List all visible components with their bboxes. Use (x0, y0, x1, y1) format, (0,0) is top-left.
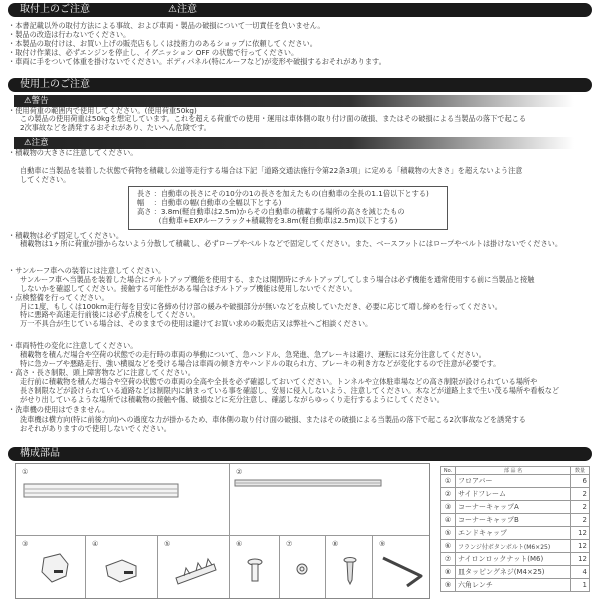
caution-line: サンルーフ車へ当製品を装着した場合にチルトアップ機能を使用する、または開閉時にチルトアップしてしまう場合は必ず機能を通常使用する前に当製品と接触 (20, 275, 535, 284)
parts-header (8, 447, 592, 461)
box-line: 幅 ：自動車の幅(自動車の全幅以下とする) (137, 198, 282, 207)
part-no: ④ (441, 514, 456, 527)
part-qty: 2 (571, 488, 590, 501)
part-cell-lock-nut (280, 536, 326, 598)
part-no: ⑨ (441, 579, 456, 592)
part-qty: 4 (571, 566, 590, 579)
installation-caution-header (8, 3, 592, 17)
warning-line: この製品の使用荷重は50kgを想定しています。これを超える荷重での使用・運用は車体側の取り付け面の破損、またはその破損による当製品の落下で起こる (20, 114, 527, 123)
caution-line: 積載物は1ヶ所に荷重が掛からないよう分散して積載し、必ずロープやベルトなどで固定してください。また、ベースフットにはロープやベルトは掛けないでください。 (20, 239, 563, 248)
caution-line: してください。 (20, 175, 71, 184)
column-header: 数量 (571, 467, 590, 475)
caution-line: ・サンルーフ車への装着には注意してください。 (8, 266, 166, 275)
table-row (441, 579, 590, 592)
part-number: ⑥ (236, 540, 243, 548)
caution-line: 万一不具合が生じている場合は、そのままでの使用は避けてお買い求めの販売店又は弊社へご相談ください。 (20, 319, 373, 328)
table-row (441, 514, 590, 527)
part-qty: 12 (571, 527, 590, 540)
part-cell-floor-bar (16, 464, 230, 536)
part-qty: 12 (571, 540, 590, 553)
part-number: ② (236, 468, 243, 476)
table-row (441, 553, 590, 566)
caution-line: 洗車機は横方向(特に前後方向)への過度な力が掛かるため、車体側の取り付け面の破損、またはその破損による当製品の落下で起こる2次事故などを誘発する (20, 415, 526, 424)
part-number: ⑨ (379, 540, 386, 548)
table-header-row (441, 467, 590, 475)
part-number: ④ (92, 540, 99, 548)
part-no: ⑥ (441, 540, 456, 553)
part-name: 六角レンチ (456, 579, 571, 592)
section-title: 構成部品 (20, 448, 60, 459)
part-cell-tapping-screw (326, 536, 373, 598)
part-cell-button-bolt (230, 536, 280, 598)
column-header: No. (441, 467, 456, 475)
caution-line: ・洗車機の使用はできません。 (8, 405, 110, 414)
caution-line: がせり出しているような場所では積載物の接触や傷、破損などに充分注意し、確認しながらゆっくり走行するようにしてください。 (20, 395, 444, 404)
part-number: ⑤ (164, 540, 171, 548)
caution-line: 月に1度、もしくは100km走行毎を目安に各締め付け部の緩みや破損部分が無いなどを点検していただき、必要に応じて増し締めを行ってください。 (20, 302, 502, 311)
part-name: 皿タッピングネジ(M4×25) (456, 566, 571, 579)
caution-line: ・高さ・長さ制限、頭上障害物などに注意してください。 (8, 368, 195, 377)
warning-line: 2次事故などを誘発するおそれがあり、たいへん危険です。 (20, 123, 211, 132)
caution-line: ・点検整備を行ってください。 (8, 293, 109, 302)
part-name: フロアバー (456, 475, 571, 488)
part-cell-hex-wrench (373, 536, 429, 598)
part-cell-side-frame (230, 464, 429, 536)
usage-caution-header (8, 78, 592, 92)
table-row (441, 488, 590, 501)
floor-bar-illustration (16, 464, 230, 536)
part-name: エンドキャップ (456, 527, 571, 540)
part-qty: 1 (571, 579, 590, 592)
part-name: コーナーキャップA (456, 501, 571, 514)
load-size-box (128, 186, 448, 230)
warning-label: ⚠警告 (24, 96, 49, 106)
part-no: ① (441, 475, 456, 488)
caution-item: ・取付け作業は、必ずエンジンを停止し、イグニッション OFF の状態で行ってください。 (8, 48, 299, 57)
box-line: 高さ ：3.8m(軽自動車は2.5m)からその自動車の積載する場所の高さを減じたもの (137, 207, 405, 216)
part-qty: 2 (571, 514, 590, 527)
caution-line: 特に急カーブや悪路走行、強い横風などを受ける場合は車両の傾き方やハンドルの取られ方、ブレーキの利き方などが変化するので注意が必要です。 (20, 359, 501, 368)
caution-line: おそれがありますので使用しないでください。 (20, 424, 171, 433)
column-header: 部 品 名 (456, 467, 571, 475)
part-qty: 2 (571, 501, 590, 514)
section-title: 使用上のご注意 (20, 79, 90, 90)
table-row (441, 527, 590, 540)
caution-label: ⚠注意 (168, 4, 197, 15)
caution-item: ・本書記載以外の取付方法による事故、および車両・製品の破損について一切責任を負いません。 (8, 21, 325, 30)
table-row (441, 501, 590, 514)
part-no: ⑦ (441, 553, 456, 566)
part-number: ③ (22, 540, 29, 548)
caution-line: 特に悪路や高速走行前後には必ず点検をしてください。 (20, 310, 200, 319)
caution-line: ・積載物は必ず固定してください。 (8, 231, 124, 240)
part-cell-corner-cap-a (16, 536, 86, 598)
caution-line: 積載物を積んだ場合や空荷の状態での走行時の車両の挙動について、急ハンドル、急発進、急ブレーキは避け、運転には充分注意してください。 (20, 350, 486, 359)
part-name: サイドフレーム (456, 488, 571, 501)
caution-line: ・積載物の大きさに注意してください。 (8, 148, 138, 157)
part-name: コーナーキャップB (456, 514, 571, 527)
section-title: 取付上のご注意 (20, 4, 90, 15)
caution-line: ・車両特性の変化に注意してください。 (8, 341, 138, 350)
part-number: ⑦ (286, 540, 293, 548)
warning-line: ・使用荷重の範囲内で使用してください。(使用荷重50kg) (8, 106, 197, 115)
caution-item: ・製品の改造は行わないでください。 (8, 30, 131, 39)
part-no: ③ (441, 501, 456, 514)
parts-illustration-grid (15, 463, 430, 599)
part-number: ⑧ (332, 540, 339, 548)
part-name: ナイロンロックナット(M6) (456, 553, 571, 566)
table-row (441, 540, 590, 553)
parts-list-table (440, 466, 590, 592)
part-name: フランジ付ボタンボルト(M6×25) (456, 540, 571, 553)
part-qty: 6 (571, 475, 590, 488)
box-line: 長さ ：自動車の長さにその10分の1の長さを加えたもの(自動車の全長の1.1倍以下とする) (137, 189, 429, 198)
part-cell-end-cap (158, 536, 230, 598)
part-no: ⑧ (441, 566, 456, 579)
part-qty: 12 (571, 553, 590, 566)
caution-line: 長さ制限などが設けられている道路などは制限内に納まっている事を確認し、安易に侵入しないよう、注意してください。木などが道路上まで生い茂る場所や看板など (20, 386, 560, 395)
side-frame-illustration (230, 464, 429, 536)
caution-line: 走行前に積載物を積んだ場合や空荷の状態での車両の全高や全長を必ず確認しておいてください。トンネルや立体駐車場などの高さ制限が設けられている場所や (20, 377, 538, 386)
part-no: ② (441, 488, 456, 501)
part-number: ① (22, 468, 29, 476)
caution-line: しないかを確認してください。接触する可能性がある場合はチルトアップ機能は使用しないでください。 (20, 284, 357, 293)
table-row (441, 475, 590, 488)
part-cell-corner-cap-b (86, 536, 158, 598)
caution-item: ・車両に手をついて体重を掛けないでください。ボディパネル(特にルーフなど)が変形や破損するおそれがあります。 (8, 57, 386, 66)
table-row (441, 566, 590, 579)
box-line: (自動車+EXPルーフラック+積載物を3.8m(軽自動車は2.5m)以下とする) (137, 216, 398, 225)
caution-label: ⚠注意 (24, 138, 49, 148)
caution-line: 自動車に当製品を装着した状態で荷物を積載し公道等走行する場合は下記「道路交通法施行令第22条3項」に定める「積載物の大きさ」を超えないよう注意 (20, 166, 523, 175)
caution-item: ・本製品の取付けは、お買い上げの販売店もしくは技術力のあるショップに依頼してください。 (8, 39, 317, 48)
part-no: ⑤ (441, 527, 456, 540)
